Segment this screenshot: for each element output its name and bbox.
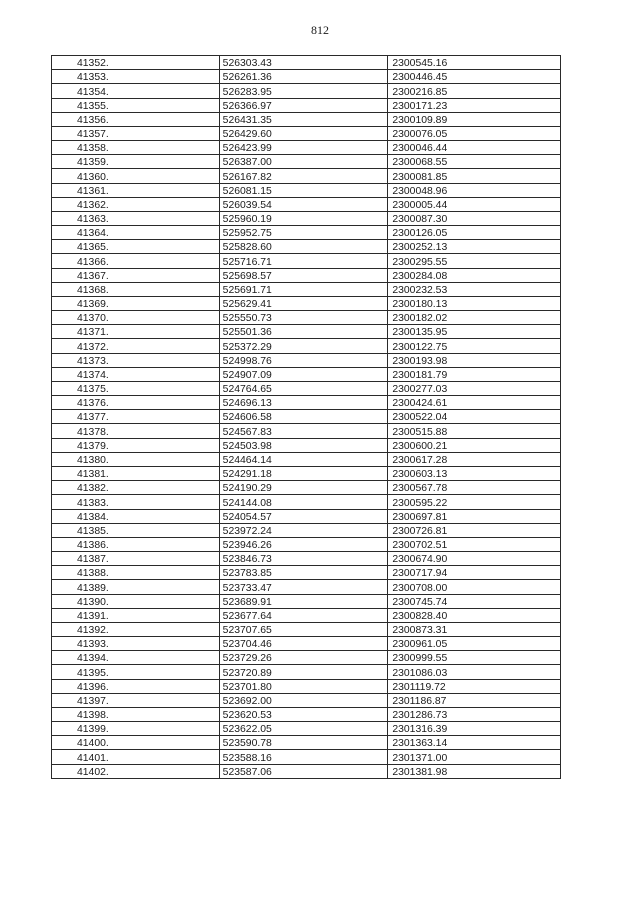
y-coordinate-cell: 2300087.30 bbox=[388, 211, 561, 225]
y-coordinate-cell: 2300232.53 bbox=[388, 282, 561, 296]
point-number-cell: 41381. bbox=[52, 466, 220, 480]
y-coordinate-cell: 2300126.05 bbox=[388, 226, 561, 240]
x-coordinate-cell: 524696.13 bbox=[219, 396, 388, 410]
table-row bbox=[52, 637, 561, 651]
point-number-cell: 41388. bbox=[52, 566, 220, 580]
point-number-cell: 41387. bbox=[52, 552, 220, 566]
x-coordinate-cell: 526283.95 bbox=[219, 84, 388, 98]
table-row bbox=[52, 410, 561, 424]
x-coordinate-cell: 523590.78 bbox=[219, 736, 388, 750]
y-coordinate-cell: 2300603.13 bbox=[388, 466, 561, 480]
x-coordinate-cell: 525550.73 bbox=[219, 311, 388, 325]
table-row bbox=[52, 56, 561, 70]
point-number-cell: 41366. bbox=[52, 254, 220, 268]
table-row bbox=[52, 311, 561, 325]
table-row bbox=[52, 268, 561, 282]
y-coordinate-cell: 2300999.55 bbox=[388, 651, 561, 665]
table-row bbox=[52, 98, 561, 112]
table-row bbox=[52, 424, 561, 438]
x-coordinate-cell: 526423.99 bbox=[219, 141, 388, 155]
x-coordinate-cell: 524764.65 bbox=[219, 381, 388, 395]
x-coordinate-cell: 523846.73 bbox=[219, 552, 388, 566]
table-row bbox=[52, 353, 561, 367]
point-number-cell: 41380. bbox=[52, 452, 220, 466]
x-coordinate-cell: 526261.36 bbox=[219, 70, 388, 84]
table-row bbox=[52, 722, 561, 736]
point-number-cell: 41397. bbox=[52, 693, 220, 707]
x-coordinate-cell: 525691.71 bbox=[219, 282, 388, 296]
x-coordinate-cell: 523729.26 bbox=[219, 651, 388, 665]
x-coordinate-cell: 524054.57 bbox=[219, 509, 388, 523]
x-coordinate-cell: 524907.09 bbox=[219, 367, 388, 381]
x-coordinate-cell: 526081.15 bbox=[219, 183, 388, 197]
y-coordinate-cell: 2300252.13 bbox=[388, 240, 561, 254]
y-coordinate-cell: 2300708.00 bbox=[388, 580, 561, 594]
table-row bbox=[52, 665, 561, 679]
y-coordinate-cell: 2300295.55 bbox=[388, 254, 561, 268]
y-coordinate-cell: 2300600.21 bbox=[388, 438, 561, 452]
x-coordinate-cell: 523588.16 bbox=[219, 750, 388, 764]
table-row bbox=[52, 339, 561, 353]
x-coordinate-cell: 526429.60 bbox=[219, 126, 388, 140]
point-number-cell: 41371. bbox=[52, 325, 220, 339]
point-number-cell: 41383. bbox=[52, 495, 220, 509]
y-coordinate-cell: 2301381.98 bbox=[388, 764, 561, 778]
point-number-cell: 41358. bbox=[52, 141, 220, 155]
table-row bbox=[52, 325, 561, 339]
x-coordinate-cell: 523783.85 bbox=[219, 566, 388, 580]
y-coordinate-cell: 2300522.04 bbox=[388, 410, 561, 424]
point-number-cell: 41395. bbox=[52, 665, 220, 679]
table-body bbox=[52, 56, 561, 779]
table-row bbox=[52, 509, 561, 523]
point-number-cell: 41394. bbox=[52, 651, 220, 665]
y-coordinate-cell: 2300745.74 bbox=[388, 594, 561, 608]
x-coordinate-cell: 526167.82 bbox=[219, 169, 388, 183]
x-coordinate-cell: 526431.35 bbox=[219, 112, 388, 126]
y-coordinate-cell: 2300216.85 bbox=[388, 84, 561, 98]
table-row bbox=[52, 112, 561, 126]
x-coordinate-cell: 523972.24 bbox=[219, 523, 388, 537]
point-number-cell: 41391. bbox=[52, 608, 220, 622]
point-number-cell: 41367. bbox=[52, 268, 220, 282]
point-number-cell: 41355. bbox=[52, 98, 220, 112]
y-coordinate-cell: 2300135.95 bbox=[388, 325, 561, 339]
point-number-cell: 41398. bbox=[52, 707, 220, 721]
x-coordinate-cell: 523701.80 bbox=[219, 679, 388, 693]
y-coordinate-cell: 2300617.28 bbox=[388, 452, 561, 466]
table-row bbox=[52, 651, 561, 665]
point-number-cell: 41357. bbox=[52, 126, 220, 140]
x-coordinate-cell: 524503.98 bbox=[219, 438, 388, 452]
x-coordinate-cell: 525629.41 bbox=[219, 296, 388, 310]
y-coordinate-cell: 2300046.44 bbox=[388, 141, 561, 155]
point-number-cell: 41363. bbox=[52, 211, 220, 225]
point-number-cell: 41352. bbox=[52, 56, 220, 70]
table-row bbox=[52, 438, 561, 452]
table-row bbox=[52, 70, 561, 84]
point-number-cell: 41386. bbox=[52, 537, 220, 551]
table-row bbox=[52, 466, 561, 480]
table-row bbox=[52, 693, 561, 707]
x-coordinate-cell: 524291.18 bbox=[219, 466, 388, 480]
table-row bbox=[52, 381, 561, 395]
table-row bbox=[52, 523, 561, 537]
x-coordinate-cell: 523692.00 bbox=[219, 693, 388, 707]
point-number-cell: 41399. bbox=[52, 722, 220, 736]
point-number-cell: 41393. bbox=[52, 637, 220, 651]
y-coordinate-cell: 2301316.39 bbox=[388, 722, 561, 736]
y-coordinate-cell: 2300828.40 bbox=[388, 608, 561, 622]
point-number-cell: 41373. bbox=[52, 353, 220, 367]
table-row bbox=[52, 622, 561, 636]
x-coordinate-cell: 524606.58 bbox=[219, 410, 388, 424]
y-coordinate-cell: 2300182.02 bbox=[388, 311, 561, 325]
x-coordinate-cell: 523946.26 bbox=[219, 537, 388, 551]
y-coordinate-cell: 2300961.05 bbox=[388, 637, 561, 651]
point-number-cell: 41368. bbox=[52, 282, 220, 296]
y-coordinate-cell: 2300005.44 bbox=[388, 197, 561, 211]
table-row bbox=[52, 750, 561, 764]
x-coordinate-cell: 524567.83 bbox=[219, 424, 388, 438]
table-row bbox=[52, 155, 561, 169]
x-coordinate-cell: 523704.46 bbox=[219, 637, 388, 651]
point-number-cell: 41356. bbox=[52, 112, 220, 126]
point-number-cell: 41400. bbox=[52, 736, 220, 750]
table-row bbox=[52, 736, 561, 750]
point-number-cell: 41384. bbox=[52, 509, 220, 523]
table-row bbox=[52, 296, 561, 310]
table-row bbox=[52, 226, 561, 240]
y-coordinate-cell: 2301363.14 bbox=[388, 736, 561, 750]
table-row bbox=[52, 552, 561, 566]
y-coordinate-cell: 2301371.00 bbox=[388, 750, 561, 764]
x-coordinate-cell: 523720.89 bbox=[219, 665, 388, 679]
point-number-cell: 41375. bbox=[52, 381, 220, 395]
point-number-cell: 41353. bbox=[52, 70, 220, 84]
point-number-cell: 41390. bbox=[52, 594, 220, 608]
y-coordinate-cell: 2300181.79 bbox=[388, 367, 561, 381]
coordinates-table bbox=[51, 55, 561, 779]
x-coordinate-cell: 523587.06 bbox=[219, 764, 388, 778]
point-number-cell: 41369. bbox=[52, 296, 220, 310]
table-row bbox=[52, 537, 561, 551]
y-coordinate-cell: 2300726.81 bbox=[388, 523, 561, 537]
x-coordinate-cell: 523620.53 bbox=[219, 707, 388, 721]
table-row bbox=[52, 183, 561, 197]
y-coordinate-cell: 2300717.94 bbox=[388, 566, 561, 580]
x-coordinate-cell: 526303.43 bbox=[219, 56, 388, 70]
y-coordinate-cell: 2300702.51 bbox=[388, 537, 561, 551]
point-number-cell: 41364. bbox=[52, 226, 220, 240]
table-row bbox=[52, 764, 561, 778]
y-coordinate-cell: 2301186.87 bbox=[388, 693, 561, 707]
y-coordinate-cell: 2301119.72 bbox=[388, 679, 561, 693]
x-coordinate-cell: 526366.97 bbox=[219, 98, 388, 112]
point-number-cell: 41382. bbox=[52, 481, 220, 495]
x-coordinate-cell: 525501.36 bbox=[219, 325, 388, 339]
point-number-cell: 41362. bbox=[52, 197, 220, 211]
table-row bbox=[52, 396, 561, 410]
y-coordinate-cell: 2300048.96 bbox=[388, 183, 561, 197]
x-coordinate-cell: 523689.91 bbox=[219, 594, 388, 608]
y-coordinate-cell: 2300193.98 bbox=[388, 353, 561, 367]
y-coordinate-cell: 2300284.08 bbox=[388, 268, 561, 282]
x-coordinate-cell: 525698.57 bbox=[219, 268, 388, 282]
point-number-cell: 41377. bbox=[52, 410, 220, 424]
table-row bbox=[52, 197, 561, 211]
table-row bbox=[52, 481, 561, 495]
point-number-cell: 41359. bbox=[52, 155, 220, 169]
point-number-cell: 41402. bbox=[52, 764, 220, 778]
table-row bbox=[52, 580, 561, 594]
x-coordinate-cell: 524144.08 bbox=[219, 495, 388, 509]
table-row bbox=[52, 452, 561, 466]
x-coordinate-cell: 523733.47 bbox=[219, 580, 388, 594]
x-coordinate-cell: 526039.54 bbox=[219, 197, 388, 211]
table-row bbox=[52, 254, 561, 268]
point-number-cell: 41392. bbox=[52, 622, 220, 636]
y-coordinate-cell: 2300567.78 bbox=[388, 481, 561, 495]
y-coordinate-cell: 2300545.16 bbox=[388, 56, 561, 70]
y-coordinate-cell: 2301086.03 bbox=[388, 665, 561, 679]
y-coordinate-cell: 2300180.13 bbox=[388, 296, 561, 310]
table-row bbox=[52, 211, 561, 225]
point-number-cell: 41365. bbox=[52, 240, 220, 254]
y-coordinate-cell: 2300697.81 bbox=[388, 509, 561, 523]
point-number-cell: 41376. bbox=[52, 396, 220, 410]
y-coordinate-cell: 2300277.03 bbox=[388, 381, 561, 395]
y-coordinate-cell: 2300424.61 bbox=[388, 396, 561, 410]
table-row bbox=[52, 126, 561, 140]
y-coordinate-cell: 2300068.55 bbox=[388, 155, 561, 169]
table-row bbox=[52, 84, 561, 98]
table-row bbox=[52, 594, 561, 608]
point-number-cell: 41389. bbox=[52, 580, 220, 594]
x-coordinate-cell: 524190.29 bbox=[219, 481, 388, 495]
point-number-cell: 41396. bbox=[52, 679, 220, 693]
y-coordinate-cell: 2300873.31 bbox=[388, 622, 561, 636]
y-coordinate-cell: 2300081.85 bbox=[388, 169, 561, 183]
y-coordinate-cell: 2300674.90 bbox=[388, 552, 561, 566]
x-coordinate-cell: 526387.00 bbox=[219, 155, 388, 169]
y-coordinate-cell: 2301286.73 bbox=[388, 707, 561, 721]
y-coordinate-cell: 2300109.89 bbox=[388, 112, 561, 126]
x-coordinate-cell: 525716.71 bbox=[219, 254, 388, 268]
point-number-cell: 41379. bbox=[52, 438, 220, 452]
point-number-cell: 41378. bbox=[52, 424, 220, 438]
y-coordinate-cell: 2300515.88 bbox=[388, 424, 561, 438]
point-number-cell: 41374. bbox=[52, 367, 220, 381]
y-coordinate-cell: 2300076.05 bbox=[388, 126, 561, 140]
point-number-cell: 41360. bbox=[52, 169, 220, 183]
table-row bbox=[52, 608, 561, 622]
x-coordinate-cell: 523677.64 bbox=[219, 608, 388, 622]
x-coordinate-cell: 524464.14 bbox=[219, 452, 388, 466]
y-coordinate-cell: 2300446.45 bbox=[388, 70, 561, 84]
x-coordinate-cell: 525828.60 bbox=[219, 240, 388, 254]
table-row bbox=[52, 169, 561, 183]
table-row bbox=[52, 240, 561, 254]
point-number-cell: 41385. bbox=[52, 523, 220, 537]
point-number-cell: 41401. bbox=[52, 750, 220, 764]
x-coordinate-cell: 525952.75 bbox=[219, 226, 388, 240]
point-number-cell: 41361. bbox=[52, 183, 220, 197]
y-coordinate-cell: 2300595.22 bbox=[388, 495, 561, 509]
table-row bbox=[52, 367, 561, 381]
x-coordinate-cell: 525960.19 bbox=[219, 211, 388, 225]
y-coordinate-cell: 2300171.23 bbox=[388, 98, 561, 112]
table-row bbox=[52, 566, 561, 580]
table-row bbox=[52, 707, 561, 721]
y-coordinate-cell: 2300122.75 bbox=[388, 339, 561, 353]
x-coordinate-cell: 525372.29 bbox=[219, 339, 388, 353]
table-row bbox=[52, 282, 561, 296]
point-number-cell: 41370. bbox=[52, 311, 220, 325]
page-number: 812 bbox=[311, 23, 329, 37]
x-coordinate-cell: 524998.76 bbox=[219, 353, 388, 367]
point-number-cell: 41354. bbox=[52, 84, 220, 98]
table-row bbox=[52, 141, 561, 155]
table-row bbox=[52, 679, 561, 693]
table-row bbox=[52, 495, 561, 509]
x-coordinate-cell: 523707.65 bbox=[219, 622, 388, 636]
x-coordinate-cell: 523622.05 bbox=[219, 722, 388, 736]
point-number-cell: 41372. bbox=[52, 339, 220, 353]
